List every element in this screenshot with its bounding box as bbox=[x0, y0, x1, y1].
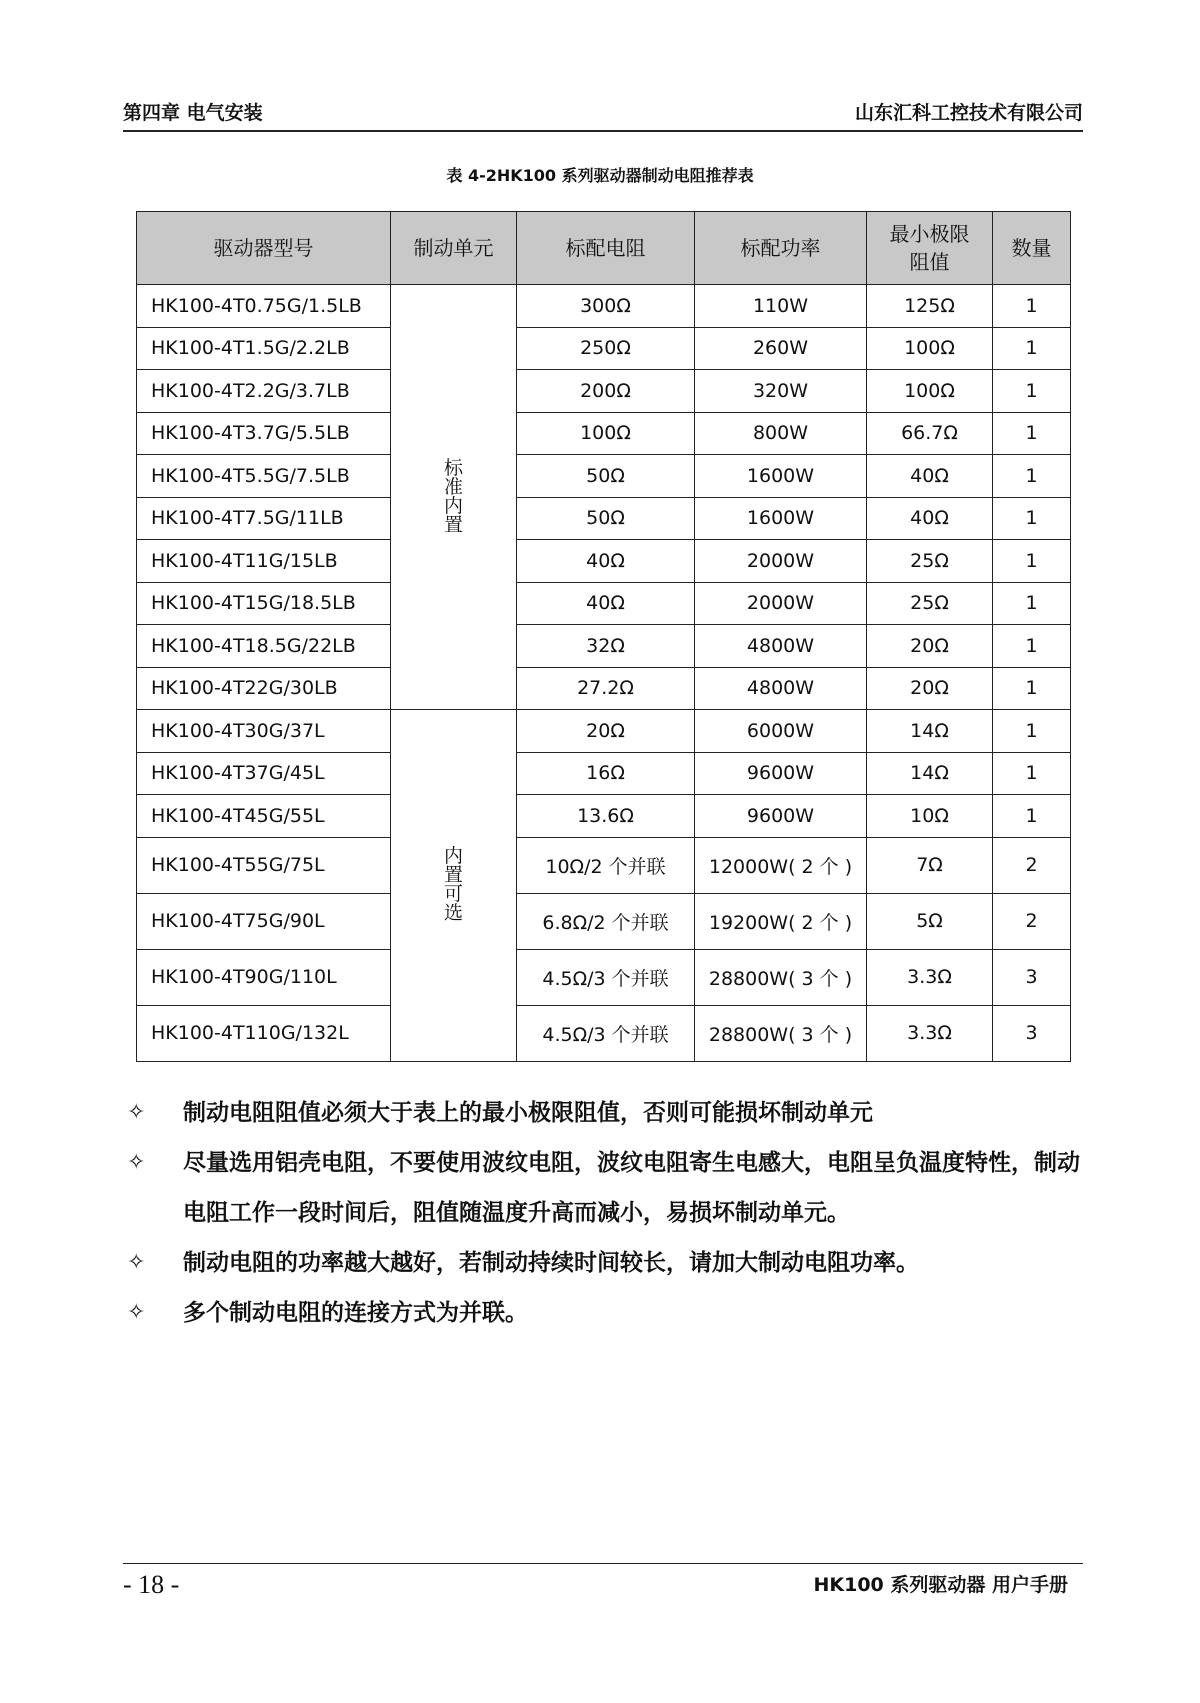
power-cell: 9600W bbox=[695, 795, 867, 838]
col-header-qty: 数量 bbox=[993, 212, 1071, 285]
notes-list bbox=[123, 1088, 1083, 1338]
model-cell: HK100-4T1.5G/2.2LB bbox=[137, 327, 391, 370]
resistor-cell: 16Ω bbox=[517, 752, 695, 795]
min-resistance-cell: 40Ω bbox=[867, 497, 993, 540]
model-cell: HK100-4T0.75G/1.5LB bbox=[137, 285, 391, 328]
brake-unit-label: 内置可选 bbox=[443, 845, 463, 925]
resistor-cell: 40Ω bbox=[517, 540, 695, 583]
model-cell: HK100-4T75G/90L bbox=[137, 893, 391, 949]
min-resistance-cell: 20Ω bbox=[867, 667, 993, 710]
qty-cell: 3 bbox=[993, 1005, 1071, 1061]
table-caption: 表 4-2HK100 系列驱动器制动电阻推荐表 bbox=[446, 166, 754, 185]
min-resistance-cell: 100Ω bbox=[867, 327, 993, 370]
min-resistance-cell: 25Ω bbox=[867, 582, 993, 625]
power-cell: 6000W bbox=[695, 710, 867, 753]
qty-cell: 1 bbox=[993, 285, 1071, 328]
model-cell: HK100-4T37G/45L bbox=[137, 752, 391, 795]
power-cell: 4800W bbox=[695, 625, 867, 668]
table-row bbox=[137, 540, 1071, 583]
resistor-cell: 40Ω bbox=[517, 582, 695, 625]
qty-cell: 1 bbox=[993, 327, 1071, 370]
model-cell: HK100-4T3.7G/5.5LB bbox=[137, 412, 391, 455]
page-header bbox=[123, 98, 1083, 132]
qty-cell: 1 bbox=[993, 370, 1071, 413]
power-cell: 260W bbox=[695, 327, 867, 370]
min-resistance-cell: 40Ω bbox=[867, 455, 993, 498]
min-resistance-cell: 125Ω bbox=[867, 285, 993, 328]
footer-rule bbox=[123, 1563, 1083, 1564]
model-cell: HK100-4T7.5G/11LB bbox=[137, 497, 391, 540]
min-resistance-cell: 100Ω bbox=[867, 370, 993, 413]
min-resistance-cell: 10Ω bbox=[867, 795, 993, 838]
table-row bbox=[137, 752, 1071, 795]
resistor-cell: 6.8Ω/2 个并联 bbox=[517, 893, 695, 949]
chapter-title: 第四章 电气安装 bbox=[123, 102, 263, 124]
diamond-bullet-icon: ✧ bbox=[127, 1300, 146, 1325]
qty-cell: 3 bbox=[993, 949, 1071, 1005]
manual-title: HK100 系列驱动器 用户手册 bbox=[813, 1574, 1068, 1596]
col-header-model: 驱动器型号 bbox=[137, 212, 391, 285]
diamond-bullet-icon: ✧ bbox=[127, 1150, 146, 1175]
min-resistance-cell: 14Ω bbox=[867, 710, 993, 753]
model-cell: HK100-4T90G/110L bbox=[137, 949, 391, 1005]
note-item bbox=[123, 1288, 1083, 1338]
power-cell: 320W bbox=[695, 370, 867, 413]
resistor-cell: 13.6Ω bbox=[517, 795, 695, 838]
col-header-unit: 制动单元 bbox=[391, 212, 517, 285]
model-cell: HK100-4T5.5G/7.5LB bbox=[137, 455, 391, 498]
power-cell: 1600W bbox=[695, 497, 867, 540]
power-cell: 4800W bbox=[695, 667, 867, 710]
table-row bbox=[137, 497, 1071, 540]
power-cell: 9600W bbox=[695, 752, 867, 795]
resistor-cell: 4.5Ω/3 个并联 bbox=[517, 949, 695, 1005]
page-number: - 18 - bbox=[123, 1570, 180, 1599]
model-cell: HK100-4T11G/15LB bbox=[137, 540, 391, 583]
resistor-cell: 50Ω bbox=[517, 455, 695, 498]
power-cell: 2000W bbox=[695, 540, 867, 583]
resistor-cell: 250Ω bbox=[517, 327, 695, 370]
brake-unit-cell bbox=[391, 285, 517, 710]
resistor-cell: 4.5Ω/3 个并联 bbox=[517, 1005, 695, 1061]
power-cell: 12000W( 2 个 ) bbox=[695, 837, 867, 893]
qty-cell: 2 bbox=[993, 893, 1071, 949]
table-row bbox=[137, 582, 1071, 625]
qty-cell: 1 bbox=[993, 582, 1071, 625]
brake-unit-cell bbox=[391, 710, 517, 1062]
resistor-cell: 300Ω bbox=[517, 285, 695, 328]
min-resistance-cell: 3.3Ω bbox=[867, 949, 993, 1005]
resistor-cell: 50Ω bbox=[517, 497, 695, 540]
table-row bbox=[137, 893, 1071, 949]
col-header-power: 标配功率 bbox=[695, 212, 867, 285]
note-item bbox=[123, 1238, 1083, 1288]
note-item bbox=[123, 1088, 1083, 1138]
col-header-min-resistance: 最小极限阻值 bbox=[867, 212, 993, 285]
model-cell: HK100-4T2.2G/3.7LB bbox=[137, 370, 391, 413]
resistor-cell: 100Ω bbox=[517, 412, 695, 455]
model-cell: HK100-4T15G/18.5LB bbox=[137, 582, 391, 625]
table-row bbox=[137, 949, 1071, 1005]
table-row bbox=[137, 412, 1071, 455]
note-text: 制动电阻的功率越大越好，若制动持续时间较长，请加大制动电阻功率。 bbox=[183, 1250, 919, 1276]
qty-cell: 1 bbox=[993, 752, 1071, 795]
company-name: 山东汇科工控技术有限公司 bbox=[854, 102, 1083, 124]
note-item bbox=[123, 1138, 1083, 1238]
table-row bbox=[137, 1005, 1071, 1061]
model-cell: HK100-4T18.5G/22LB bbox=[137, 625, 391, 668]
min-resistance-cell: 3.3Ω bbox=[867, 1005, 993, 1061]
qty-cell: 1 bbox=[993, 412, 1071, 455]
resistor-cell: 10Ω/2 个并联 bbox=[517, 837, 695, 893]
power-cell: 800W bbox=[695, 412, 867, 455]
brake-resistor-table bbox=[136, 211, 1071, 1062]
resistor-cell: 20Ω bbox=[517, 710, 695, 753]
model-cell: HK100-4T22G/30LB bbox=[137, 667, 391, 710]
qty-cell: 1 bbox=[993, 625, 1071, 668]
table-row bbox=[137, 710, 1071, 753]
qty-cell: 2 bbox=[993, 837, 1071, 893]
power-cell: 28800W( 3 个 ) bbox=[695, 1005, 867, 1061]
resistor-cell: 200Ω bbox=[517, 370, 695, 413]
table-row bbox=[137, 837, 1071, 893]
min-resistance-cell: 66.7Ω bbox=[867, 412, 993, 455]
brake-unit-label: 标准内置 bbox=[443, 457, 463, 536]
note-text: 制动电阻阻值必须大于表上的最小极限阻值，否则可能损坏制动单元 bbox=[183, 1100, 873, 1126]
min-resistance-cell: 25Ω bbox=[867, 540, 993, 583]
power-cell: 2000W bbox=[695, 582, 867, 625]
power-cell: 19200W( 2 个 ) bbox=[695, 893, 867, 949]
diamond-bullet-icon: ✧ bbox=[127, 1250, 146, 1275]
qty-cell: 1 bbox=[993, 455, 1071, 498]
min-resistance-cell: 5Ω bbox=[867, 893, 993, 949]
table-row bbox=[137, 455, 1071, 498]
table-row bbox=[137, 285, 1071, 328]
model-cell: HK100-4T55G/75L bbox=[137, 837, 391, 893]
note-text: 多个制动电阻的连接方式为并联。 bbox=[183, 1300, 528, 1326]
power-cell: 1600W bbox=[695, 455, 867, 498]
table-row bbox=[137, 625, 1071, 668]
qty-cell: 1 bbox=[993, 667, 1071, 710]
power-cell: 110W bbox=[695, 285, 867, 328]
min-resistance-cell: 20Ω bbox=[867, 625, 993, 668]
note-text: 尽量选用铝壳电阻，不要使用波纹电阻，波纹电阻寄生电感大，电阻呈负温度特性，制动电阻工作一段时间后，阻值随温度升高而减小，易损坏制动单元。 bbox=[183, 1150, 1080, 1226]
qty-cell: 1 bbox=[993, 497, 1071, 540]
table-row bbox=[137, 667, 1071, 710]
diamond-bullet-icon: ✧ bbox=[127, 1100, 146, 1125]
table-row bbox=[137, 327, 1071, 370]
resistor-cell: 32Ω bbox=[517, 625, 695, 668]
col-header-resistor: 标配电阻 bbox=[517, 212, 695, 285]
table-row bbox=[137, 795, 1071, 838]
min-resistance-cell: 7Ω bbox=[867, 837, 993, 893]
power-cell: 28800W( 3 个 ) bbox=[695, 949, 867, 1005]
model-cell: HK100-4T45G/55L bbox=[137, 795, 391, 838]
table-body bbox=[137, 285, 1071, 1062]
qty-cell: 1 bbox=[993, 795, 1071, 838]
model-cell: HK100-4T30G/37L bbox=[137, 710, 391, 753]
table-row bbox=[137, 370, 1071, 413]
model-cell: HK100-4T110G/132L bbox=[137, 1005, 391, 1061]
resistor-cell: 27.2Ω bbox=[517, 667, 695, 710]
qty-cell: 1 bbox=[993, 540, 1071, 583]
min-resistance-cell: 14Ω bbox=[867, 752, 993, 795]
qty-cell: 1 bbox=[993, 710, 1071, 753]
